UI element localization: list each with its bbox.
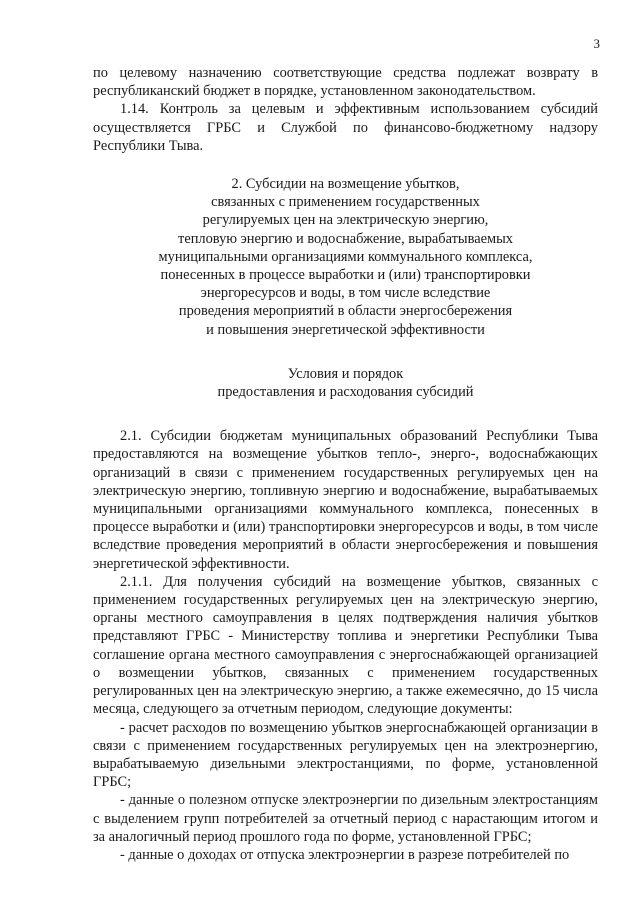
paragraph-continuation: по целевому назначению соответствующие средства подлежат возврату в республиканский бюджет в порядке, установленном законодательством.: [93, 65, 598, 100]
paragraph-2-1-1: 2.1.1. Для получения субсидий на возмещение убытков, связанных с применением государственных регулируемых цен на электрическую энергию, органы местного самоуправления в целях подтверждения наличия убытков представляют ГРБС - Министерству топлива и энергетики Республики Тыва соглашение органа местного самоуправления с энергоснабжающей организацией о возмещении убытков, связанных с применением государственных регулированных цен на электрическую энергию, а также ежемесячно, до 15 числа месяца, следующего за отчетным периодом, следующие документы:: [93, 573, 598, 718]
list-item: - данные о доходах от отпуска электроэнергии в разрезе потребителей по: [120, 846, 570, 863]
section-heading-line: тепловую энергию и водоснабжение, вырабатываемых: [178, 230, 513, 247]
section-heading-line: 2. Субсидии на возмещение убытков,: [231, 176, 460, 193]
list-item: - данные о полезном отпуске электроэнергии по дизельным электростанциям с выделением групп потребителей за отчетный период с нарастающим итогом и за аналогичный период прошлого года по форме, установленной ГРБС;: [93, 792, 598, 845]
section-heading-line: энергоресурсов и воды, в том числе вследствие: [200, 285, 491, 302]
subsection-heading: [93, 365, 598, 401]
list-item: - расчет расходов по возмещению убытков энергоснабжающей организации в связи с применением государственных регулируемых цен на электроэнергию, вырабатываемую дизельными электростанциями, по форме, установленной ГРБС;: [93, 719, 598, 791]
subheading-line: предоставления и расходования субсидий: [217, 384, 474, 401]
paragraph-1-14: 1.14. Контроль за целевым и эффективным использованием субсидий осуществляется ГРБС и Службой по финансово-бюджетному надзору Республики Тыва.: [93, 101, 598, 154]
page-number: 3: [593, 36, 600, 51]
section-heading-line: регулируемых цен на электрическую энергию,: [202, 212, 489, 229]
subheading-line: Условия и порядок: [287, 365, 404, 382]
paragraph-2-1: 2.1. Субсидии бюджетам муниципальных образований Республики Тыва предоставляются на возмещение убытков тепло-, энерго-, водоснабжающих организаций в связи с применением государственных регулируемых цен на электрическую энергию, топливную энергию и водоснабжение, вырабатываемых муниципальными организациями коммунального комплекса, понесенных в процессе выработки и (или) транспортировки энергоресурсов и воды, в том числе вследствие проведения мероприятий в области энергосбережения и повышения энергетической эффективности.: [93, 428, 598, 572]
section-heading-line: муниципальными организациями коммунального комплекса,: [158, 248, 533, 265]
section-heading-line: понесенных в процессе выработки и (или) транспортировки: [160, 267, 531, 284]
section-2-heading: [93, 175, 598, 339]
section-heading-line: и повышения энергетической эффективности: [206, 321, 485, 338]
section-heading-line: проведения мероприятий в области энергосбережения: [178, 303, 513, 320]
document-body: [93, 64, 598, 864]
section-heading-line: связанных с применением государственных: [211, 194, 480, 211]
